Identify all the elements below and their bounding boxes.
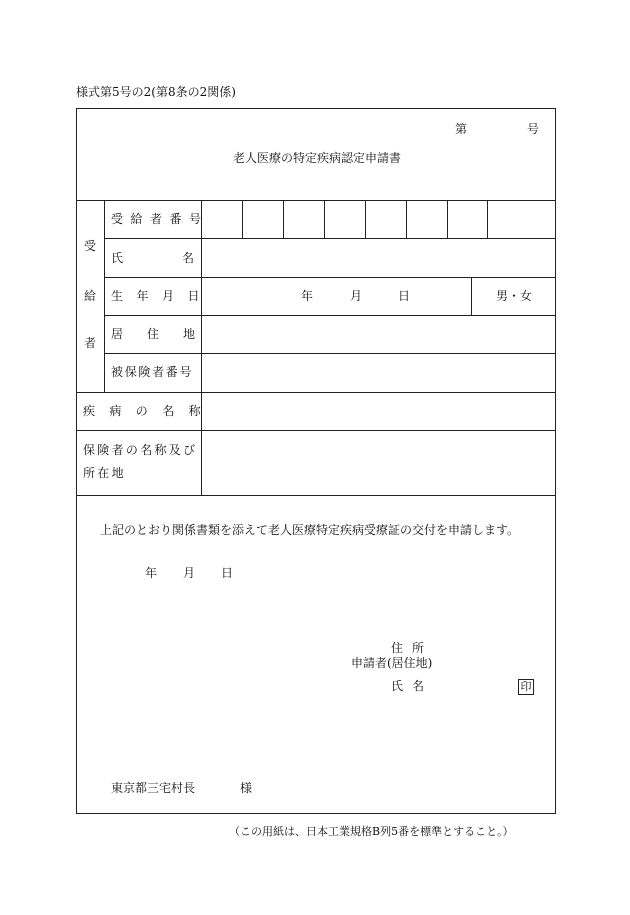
declaration-month: 月 <box>183 566 196 580</box>
signature-address-label: 住所 <box>391 641 434 655</box>
side-label-ju: 受 <box>84 239 97 253</box>
divider-disease <box>76 430 556 431</box>
label-insurer-line2: 所在地 <box>83 466 126 480</box>
seal-mark: 印 <box>518 679 534 695</box>
label-insured-number: 被保険者番号 <box>111 365 194 379</box>
declaration-year: 年 <box>145 566 158 580</box>
digit-box-divider <box>324 200 325 238</box>
form-reference: 様式第5号の2(第8条の2関係) <box>76 85 236 99</box>
addressee-honorific: 様 <box>240 781 253 795</box>
digit-box-divider <box>365 200 366 238</box>
declaration-text: 上記のとおり関係書類を添えて老人医療特定疾病受療証の交付を申請します。 <box>100 523 520 537</box>
divider-recipient-number <box>104 238 556 239</box>
divider-side-label <box>104 200 105 392</box>
addressee-name: 東京都三宅村長 <box>111 781 196 795</box>
form-title: 老人医療の特定疾病認定申請書 <box>233 151 402 165</box>
digit-box-divider <box>447 200 448 238</box>
digit-box-divider <box>406 200 407 238</box>
label-birth-date: 生年月日 <box>111 289 214 303</box>
label-insurer-line1: 保険者の名称及び <box>83 443 198 457</box>
digit-box-divider <box>283 200 284 238</box>
divider-address <box>104 353 556 354</box>
footer-note: （この用紙は、日本工業規格B列5番を標準とすること。） <box>229 825 514 838</box>
side-label-kyu: 給 <box>84 289 97 303</box>
label-address: 居住地 <box>111 327 220 341</box>
label-disease-name: 疾病の名称 <box>83 404 216 418</box>
divider-birth <box>104 315 556 316</box>
number-dai: 第 <box>455 122 468 136</box>
divider-name <box>104 277 556 278</box>
divider-insurer <box>76 495 556 496</box>
divider-insured <box>76 392 556 393</box>
label-name: 氏名 <box>111 251 254 265</box>
sex-options: 男・女 <box>496 289 533 303</box>
label-recipient-number: 受給者番号 <box>111 212 209 226</box>
divider-title <box>76 200 556 201</box>
birth-day-unit: 日 <box>398 289 411 303</box>
birth-month-unit: 月 <box>350 289 363 303</box>
digit-box-divider <box>242 200 243 238</box>
divider-label-column <box>201 200 202 495</box>
declaration-day: 日 <box>221 566 234 580</box>
number-go: 号 <box>527 122 540 136</box>
side-label-sha: 者 <box>84 336 97 350</box>
signature-applicant-label: 申請者(居住地) <box>351 656 433 670</box>
digit-box-divider <box>487 200 488 238</box>
divider-sex-column <box>471 277 472 315</box>
signature-name-label: 氏名 <box>391 679 434 693</box>
birth-year-unit: 年 <box>301 289 314 303</box>
